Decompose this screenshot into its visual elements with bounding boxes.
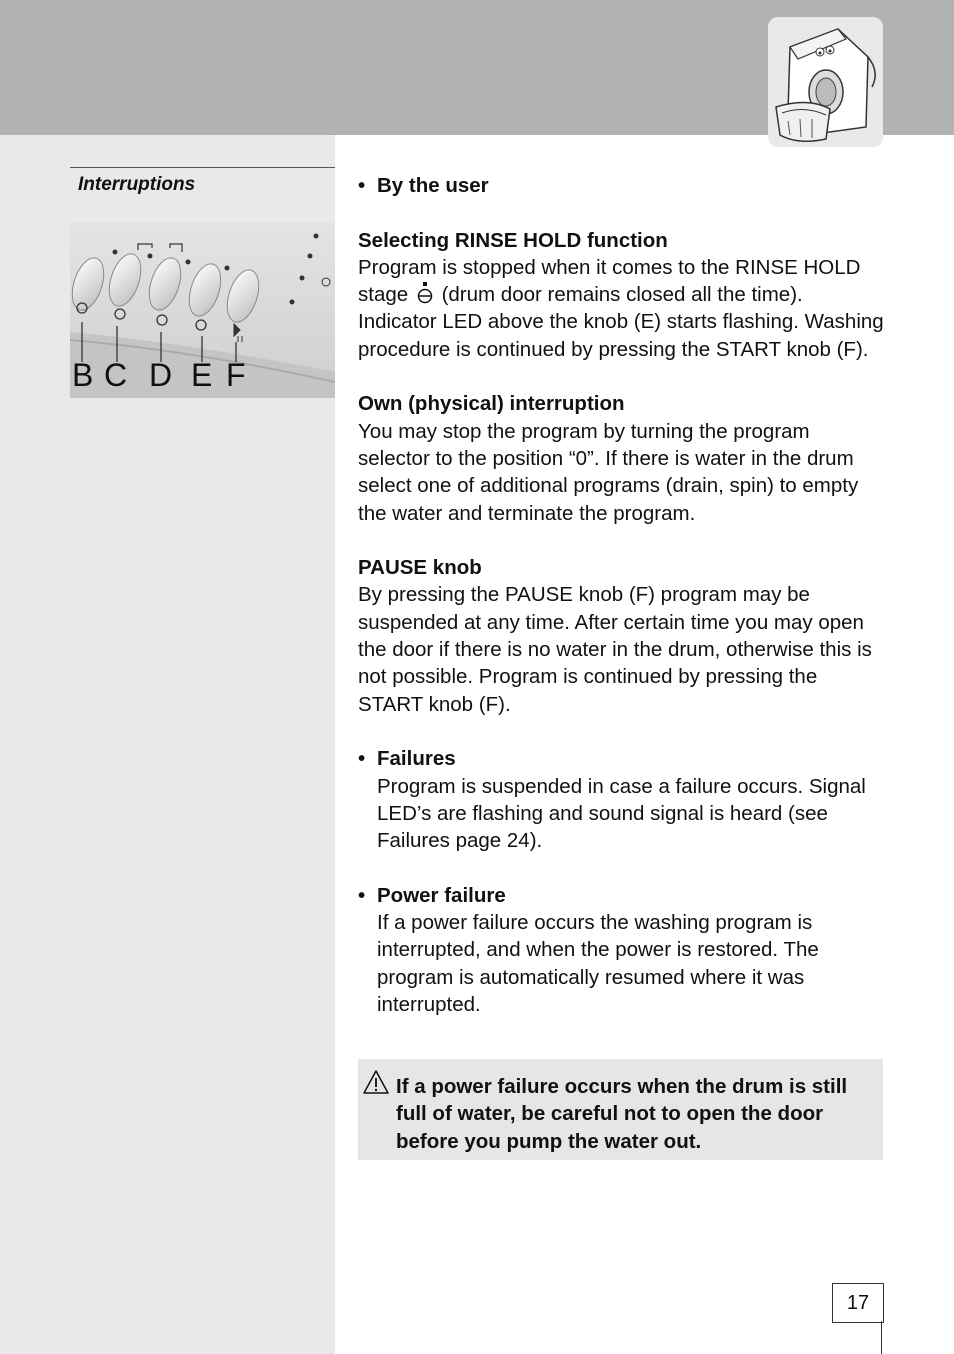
section-title: Interruptions — [78, 174, 196, 195]
power-failure-text: If a power failure occurs the washing program is interrupted, and when the power is restored. The program is automatically resumed where it was interrupted. — [377, 911, 819, 1016]
bullet: • — [358, 883, 366, 907]
bullet: • — [358, 747, 366, 771]
own-interruption-text: You may stop the program by turning the program selector to the position “0”. If there is water in the drum select one of additional programs (drain, spin) to empty the water and terminate the program. — [358, 419, 859, 525]
pause-knob-heading: PAUSE knob — [358, 556, 482, 580]
rinse-hold-text: Program is stopped when it comes to the RINSE HOLD stage (drum door remains closed all the time). Indicator LED above the knob (E) starts flashing. Washing procedure is continued by pressing the START knob (F). — [358, 255, 884, 361]
page-number: 17 — [832, 1283, 884, 1323]
main-content — [358, 172, 884, 1018]
panel-label-c: C — [104, 357, 128, 393]
page-number-rule — [881, 1321, 882, 1354]
panel-label-b: B — [72, 357, 94, 393]
failures-heading: • Failures — [358, 745, 884, 772]
panel-label-e: E — [191, 357, 213, 393]
warning-text: If a power failure occurs when the drum is still full of water, be careful not to open the door before you pump the water out. — [396, 1075, 848, 1153]
section-divider — [70, 167, 335, 168]
control-panel-illustration — [70, 222, 335, 398]
by-user-heading: • By the user — [358, 172, 884, 199]
failures-text: Program is suspended in case a failure occurs. Signal LED’s are flashing and sound signal is heard (see Failures page 24). — [377, 774, 866, 853]
pause-knob-text: By pressing the PAUSE knob (F) program may be suspended at any time. After certain time you may open the door if there is no water in the drum, otherwise this is not possible. Program is continued by pressing the START knob (F). — [358, 583, 872, 716]
own-interruption-heading: Own (physical) interruption — [358, 392, 625, 416]
power-failure-heading: • Power failure — [358, 882, 884, 909]
warning-box — [358, 1059, 883, 1160]
warning-triangle-icon — [362, 1069, 390, 1095]
rinse-hold-icon — [414, 282, 436, 304]
panel-label-d: D — [149, 357, 173, 393]
panel-label-f: F — [226, 357, 246, 393]
bullet: • — [358, 174, 366, 197]
rinse-hold-heading: Selecting RINSE HOLD function — [358, 228, 668, 252]
washing-machine-mascot-icon — [768, 17, 883, 147]
